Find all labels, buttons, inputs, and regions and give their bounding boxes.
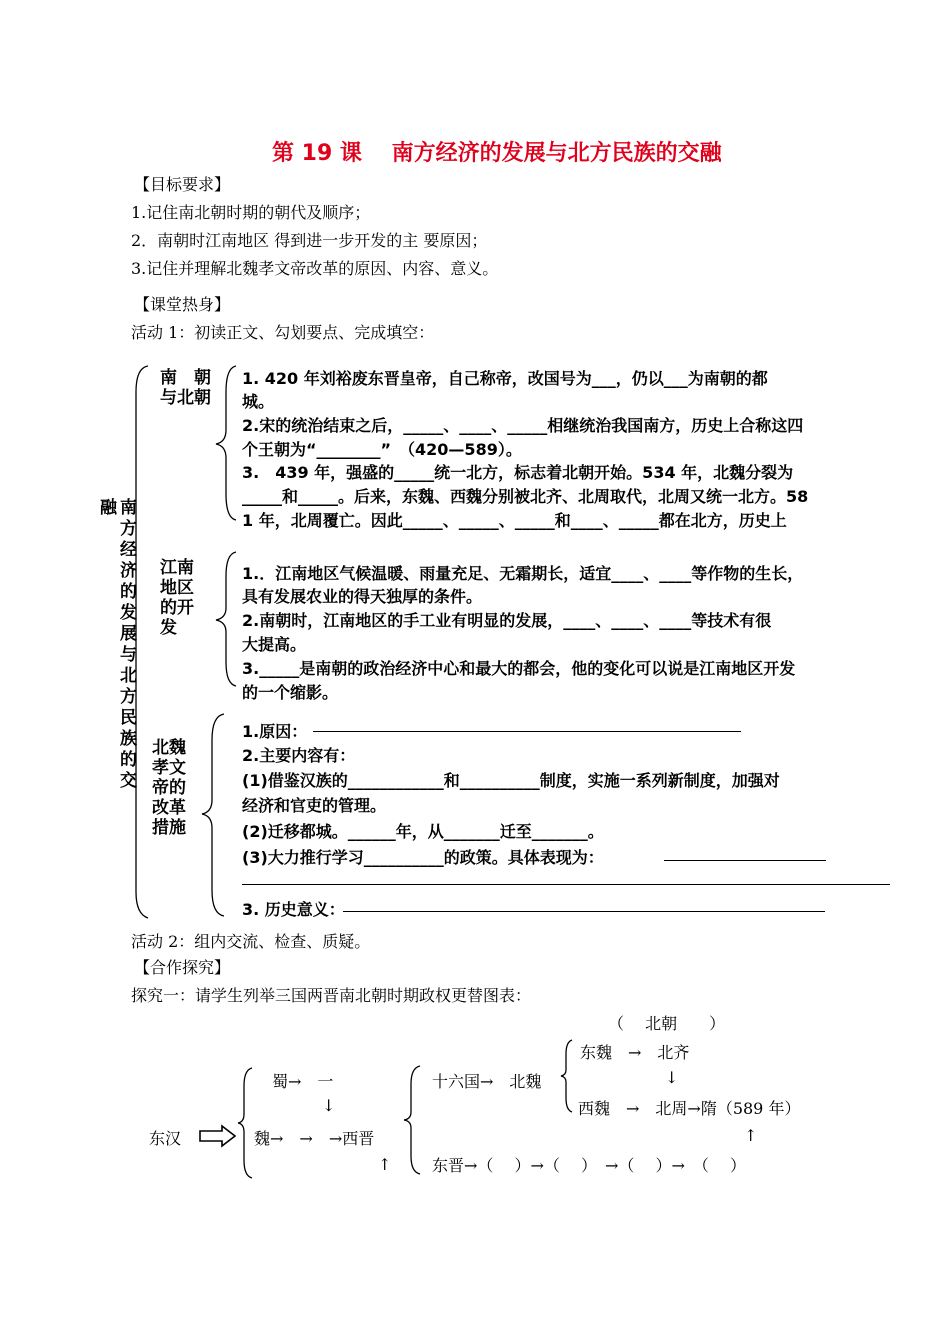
sanguo-brace: [236, 1066, 256, 1180]
nanbei-line: 个王朝为“________” （420—589）。: [242, 440, 522, 459]
shiliuguo-row: 十六国→ 北魏: [432, 1072, 542, 1091]
jiangnan-line: 的一个缩影。: [242, 683, 339, 702]
nanbei-line: _____和_____。后来，东魏、西魏分别被北齐、北周取代，北周又统一北方。58: [242, 487, 809, 506]
activity1-text: 活动 1：初读正文、勾划要点、完成填空：: [131, 323, 435, 342]
north-caption: （ 北朝 ）: [608, 1014, 726, 1033]
up-arrow-icon: ↑: [744, 1126, 758, 1145]
xiaowen-line: (2)迁移都城。______年，从_______迁至_______。: [242, 822, 604, 841]
xiaowen-line: (1)借鉴汉族的____________和__________制度，实施一系列新制度，加强对: [242, 771, 780, 790]
xiaowen-line: (3)大力推行学习__________的政策。具体表现为：: [242, 848, 604, 867]
goal-item: 2．南朝时江南地区 得到进一步开发的主 要原因；: [131, 231, 488, 250]
jiangnan-line: 3._____是南朝的政治经济中心和最大的都会，他的变化可以说是江南地区开发: [242, 659, 796, 678]
jiangnan-line: 具有发展农业的得天独厚的条件。: [242, 587, 483, 606]
down-arrow-icon: ↓: [322, 1096, 336, 1115]
xiaowen-line: 经济和官吏的管理。: [242, 796, 387, 815]
nanbei-line: 1. 420 年刘裕废东晋皇帝，自己称帝，改国号为___，仍以___为南朝的都: [242, 369, 768, 388]
section-label-jiangnan: 江南地区的开发: [160, 558, 194, 638]
donghan-label: 东汉: [149, 1129, 182, 1148]
section-label-xiaowen: 北魏孝文帝的改革措施: [152, 738, 186, 838]
up-arrow-icon: ↑: [378, 1155, 392, 1174]
outline-vertical-title-first-char: 融: [100, 498, 117, 518]
jiangnan-line: 2.南朝时，江南地区的手工业有明显的发展，____、____、____等技术有很: [242, 611, 772, 630]
section3-brace: [200, 710, 230, 920]
big-arrow-icon: [198, 1124, 238, 1148]
activity2-text: 活动 2：组内交流、检查、质疑。: [131, 932, 371, 951]
wei-row: 魏→ → →西晋: [254, 1129, 375, 1148]
nanbei-line: 3. 439 年，强盛的_____统一北方，标志着北朝开始。534 年，北魏分裂为: [242, 463, 794, 482]
warmup-heading: 【课堂热身】: [134, 295, 231, 314]
beiwei-brace: [560, 1038, 576, 1114]
goals-heading: 【目标要求】: [134, 175, 231, 194]
xiaowen-line: 1.原因：: [242, 722, 308, 741]
nanbei-line: 2.宋的统治结束之后，_____、____、_____相继统治我国南方，历史上合称这四: [242, 416, 804, 435]
outline-vertical-title: 南方经济的发展与北方民族的交: [120, 498, 137, 791]
significance-blank: [343, 911, 825, 912]
policy-blank-line: [242, 884, 890, 885]
xiaowen-line: 3. 历史意义：: [242, 900, 345, 919]
down-arrow-icon: ↓: [665, 1068, 679, 1087]
xiaowen-line: 2.主要内容有：: [242, 746, 356, 765]
policy-blank: [664, 860, 826, 861]
nanbei-line: 1 年，北周覆亡。因此_____、_____、_____和____、_____都在北方，历史上: [242, 511, 787, 530]
explore1-text: 探究一：请学生列举三国两晋南北朝时期政权更替图表：: [131, 986, 532, 1005]
section-label-nanbei: 南 朝与北朝: [160, 368, 211, 408]
page-title: 第 19 课 南方经济的发展与北方民族的交融: [272, 141, 722, 166]
jiangnan-line: 大提高。: [242, 635, 307, 654]
xiwei-row: 西魏 → 北周→隋（589 年）: [578, 1099, 801, 1118]
dongwei-row: 东魏 → 北齐: [580, 1043, 690, 1062]
reason-blank: [313, 731, 741, 732]
shu-row: 蜀→ 一: [272, 1072, 334, 1091]
nanbei-line: 城。: [242, 392, 275, 411]
jiangnan-line: 1.．江南地区气候温暖、雨量充足、无霜期长，适宜____、____等作物的生长，: [242, 564, 804, 583]
section1-brace: [212, 362, 242, 524]
section2-brace: [212, 548, 242, 690]
jin-brace: [402, 1064, 424, 1176]
cooperate-heading: 【合作探究】: [134, 958, 231, 977]
goal-item: 3.记住并理解北魏孝文帝改革的原因、内容、意义。: [131, 259, 499, 278]
goal-item: 1.记住南北朝时期的朝代及顺序；: [131, 203, 371, 222]
dongjin-row: 东晋→（ ）→（ ） →（ ）→ （ ）: [432, 1156, 746, 1175]
